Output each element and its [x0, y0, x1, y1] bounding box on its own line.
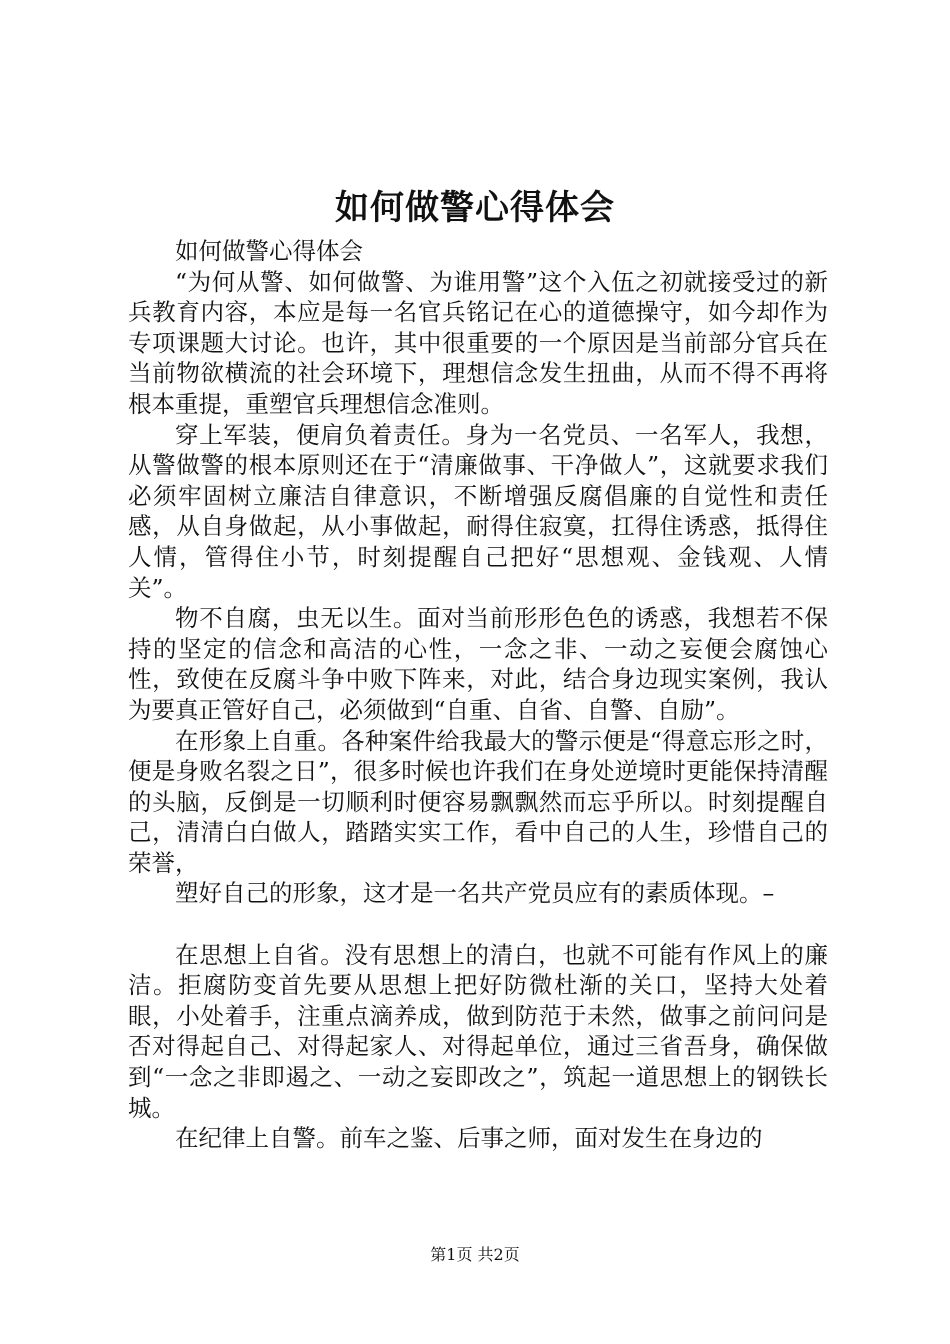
page-footer: 第1页 共2页 [430, 1245, 520, 1264]
document-body [128, 236, 828, 1154]
paragraph: 物不自腐，虫无以生。面对当前形形色色的诱惑，我想若不保持的坚定的信念和高洁的心性，一念之非、一动之妄便会腐蚀心性，致使在反腐斗争中败下阵来，对此，结合身边现实案例，我认为要真正管好自己，必须做到“自重、自省、自警、自励”。 [128, 604, 828, 724]
paragraph: 在形象上自重。各种案件给我最大的警示便是“得意忘形之时，便是身败名裂之日”，很多时候也许我们在身处逆境时更能保持清醒的头脑，反倒是一切顺利时便容易飘飘然而忘乎所以。时刻提醒自己，清清白白做人，踏踏实实工作，看中自己的人生，珍惜自己的荣誉， [128, 726, 828, 877]
paragraph: 塑好自己的形象，这才是一名共产党员应有的素质体现。– [175, 879, 775, 908]
paragraph: 在纪律上自警。前车之鉴、后事之师，面对发生在身边的 [175, 1124, 763, 1153]
paragraph: 在思想上自省。没有思想上的清白，也就不可能有作风上的廉洁。拒腐防变首先要从思想上把好防微杜渐的关口，坚持大处着眼，小处着手，注重点滴养成，做到防范于未然，做事之前问问是否对得起自己、对得起家人、对得起单位，通过三省吾身，确保做到“一念之非即遏之、一动之妄即改之”，筑起一道思想上的钢铁长城。 [128, 940, 828, 1122]
paragraph: 穿上军装，便肩负着责任。身为一名党员、一名军人，我想，从警做警的根本原则还在于“清廉做事、干净做人”，这就要求我们必须牢固树立廉洁自律意识，不断增强反腐倡廉的自觉性和责任感，从自身做起，从小事做起，耐得住寂寞，扛得住诱惑，抵得住人情，管得住小节，时刻提醒自己把好“思想观、金钱观、人情关”。 [128, 420, 828, 602]
document-title: 如何做警心得体会 [335, 188, 615, 228]
paragraph-heading: 如何做警心得体会 [175, 237, 363, 265]
paragraph: “为何从警、如何做警、为谁用警”这个入伍之初就接受过的新兵教育内容，本应是每一名官兵铭记在心的道德操守，如今却作为专项课题大讨论。也许，其中很重要的一个原因是当前部分官兵在当前物欲横流的社会环境下，理想信念发生扭曲，从而不得不再将根本重提，重塑官兵理想信念准则。 [128, 267, 828, 418]
